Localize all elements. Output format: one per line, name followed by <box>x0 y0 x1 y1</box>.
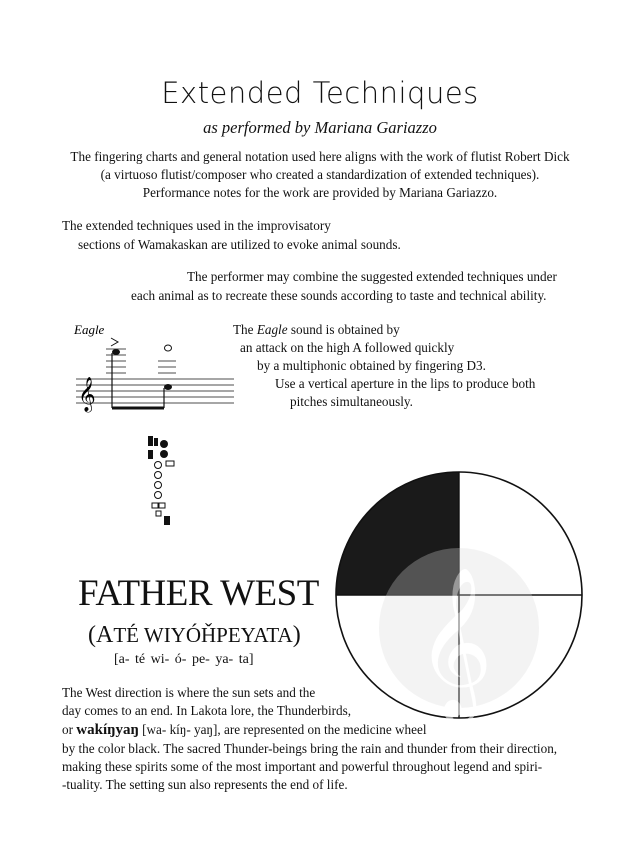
section-heading: FATHER WEST <box>78 573 319 614</box>
svg-text:𝄞: 𝄞 <box>78 377 96 412</box>
intro-paragraph <box>0 148 640 202</box>
pronunciation: [a- té wi- ó- pe- ya- ta] <box>114 652 254 667</box>
eagle-line-5: pitches simultaneously. <box>290 394 413 409</box>
lakota-heading: (ATÉ WIYÓȞPEYATA) <box>88 622 301 648</box>
eagle-line-3: by a multiphonic obtained by fingering D3. <box>257 358 486 373</box>
eagle-label: Eagle <box>74 322 105 337</box>
treble-clef-icon <box>78 377 96 413</box>
accent-mark <box>111 338 118 346</box>
page-subtitle: as performed by Mariana Gariazzo <box>203 118 437 137</box>
intro-line-2: (a virtuoso flutist/composer who created a standardization of extended techniques). <box>100 167 540 182</box>
eagle-line-2: an attack on the high A followed quickly <box>240 340 455 355</box>
west-line-4: by the color black. The sacred Thunder-beings bring the rain and thunder from their direction, <box>62 741 558 756</box>
eagle-line-4: Use a vertical aperture in the lips to produce both <box>275 376 536 391</box>
para3-line-2: each animal as to recreate these sounds according to taste and technical ability. <box>131 288 547 303</box>
intro-line-1: The fingering charts and general notation used here aligns with the work of flutist Robert Dick <box>70 149 570 164</box>
medicine-wheel <box>334 470 584 720</box>
flute-fingering-chart <box>148 436 174 525</box>
para2-line-1: The extended techniques used in the improvisatory <box>62 218 331 233</box>
west-line-2: day comes to an end. In Lakota lore, the Thunderbirds, <box>62 703 352 718</box>
note-high-a <box>112 349 120 355</box>
west-line-5: making these spirits some of the most important and powerful throughout legend and spiri- <box>62 759 543 774</box>
svg-text:𝄞: 𝄞 <box>416 565 493 717</box>
music-staff <box>76 379 234 403</box>
lakota-term: wakíŋyaŋ <box>76 722 139 738</box>
west-line-6: -tuality. The setting sun also represents the end of life. <box>62 777 348 792</box>
para2-line-2: sections of Wamakaskan are utilized to evoke animal sounds. <box>78 237 401 252</box>
multiphonic-note-bottom <box>164 384 172 390</box>
eagle-notation <box>64 318 244 538</box>
multiphonic-note-top <box>165 345 172 351</box>
west-line-3: or wakíŋyaŋ [wa- kíŋ- yaŋ], are represented on the medicine wheel <box>62 722 427 738</box>
para3-line-1: The performer may combine the suggested extended techniques under <box>187 269 557 284</box>
watermark <box>379 548 539 720</box>
west-line-1: The West direction is where the sun sets and the <box>62 685 316 700</box>
page-title: Extended Techniques <box>161 76 479 110</box>
eagle-emphasis: Eagle <box>256 322 288 337</box>
intro-line-3: Performance notes for the work are provided by Mariana Gariazzo. <box>142 185 498 200</box>
eagle-line-1: The Eagle sound is obtained by <box>233 322 400 337</box>
